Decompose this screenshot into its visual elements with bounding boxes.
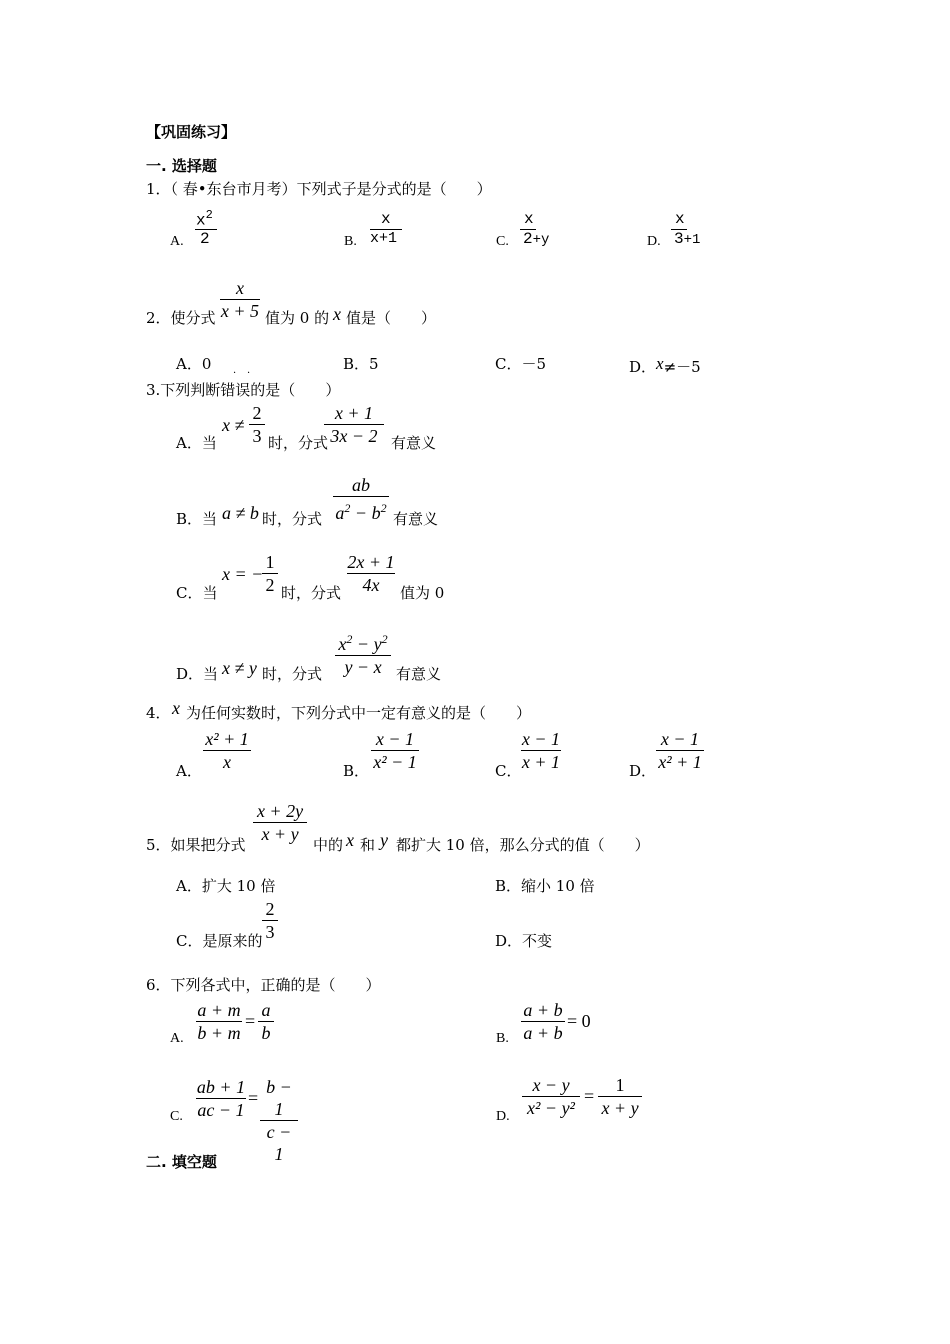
- q1-d-den: 3+1: [674, 230, 701, 248]
- q3-c-cond-den: 2: [265, 575, 275, 595]
- q3-a-num: x + 1: [334, 403, 374, 423]
- q6-a-n2: a: [261, 1000, 271, 1020]
- q4-b-label: B．: [343, 762, 370, 780]
- q4-b-den: x² − 1: [373, 752, 417, 772]
- q3-a-mid: 时，分式: [268, 434, 329, 452]
- q6-b-d1: a + b: [523, 1023, 563, 1043]
- q4-var: x: [172, 698, 180, 718]
- q1-c-den: 2+y: [523, 230, 550, 248]
- q3-c-mid: 时，分式: [281, 584, 342, 602]
- q4-b-num: x − 1: [375, 729, 415, 749]
- q4-a-label: A．: [176, 762, 202, 780]
- q6-d-d1: x² − y²: [527, 1098, 575, 1118]
- q5-mid2: 和: [360, 836, 376, 854]
- q2-option-b[interactable]: B．5: [343, 355, 379, 373]
- q1-d-num: x: [675, 210, 685, 228]
- q6-a-eq: =: [245, 1011, 256, 1031]
- q3-d-cond: x ≠ y: [222, 658, 257, 678]
- q1-a-num: $x^2$: [196, 208, 213, 230]
- q6-b-eq: = 0: [567, 1011, 591, 1031]
- q6-c-frac1: [196, 1076, 246, 1121]
- q3-c-num: 2x + 1: [347, 552, 395, 572]
- q5-c-den: 3: [265, 922, 275, 942]
- q3-a-tail: 有意义: [391, 434, 437, 452]
- q4-d-num: x − 1: [660, 729, 700, 749]
- q1-b-label: B.: [344, 234, 357, 249]
- q2-dot-mark-2: ·: [247, 368, 251, 379]
- q3-a-cond-frac: [249, 402, 265, 447]
- q6-d-n1: x − y: [532, 1075, 570, 1095]
- q2-option-c[interactable]: C．－5: [495, 355, 547, 373]
- q3-d-num: $x^2 - y^2$: [338, 632, 388, 654]
- q5-fraction: [253, 800, 307, 845]
- q3-b-mid: 时，分式: [262, 510, 323, 528]
- part1-title: 一. 选择题: [146, 157, 217, 175]
- q5-var1: x: [346, 830, 354, 850]
- q4-d-den: x² + 1: [658, 752, 702, 772]
- q2-fraction: [220, 277, 260, 322]
- q6-b-frac1: [521, 999, 565, 1044]
- q3-a-frac: [324, 402, 384, 447]
- q1-b-num: x: [381, 210, 391, 228]
- q3-c-cond: x = −: [222, 564, 264, 584]
- q4-c-num: x − 1: [521, 729, 561, 749]
- q3-d-den: y − x: [344, 657, 382, 677]
- q3-b-num: ab: [352, 475, 370, 495]
- q3-d-tail: 有意义: [396, 665, 442, 683]
- q3-a-cond: x ≠: [222, 415, 245, 435]
- q4-a-den: x: [223, 752, 231, 772]
- q1-c-num: x: [524, 210, 534, 228]
- q6-c-n1: ab + 1: [196, 1077, 246, 1097]
- q6-d-frac2: [598, 1074, 642, 1119]
- q5-suffix: 都扩大 10 倍，那么分式的值（ ）: [396, 836, 650, 854]
- q4-a-frac: [203, 728, 251, 773]
- q1-c-label: C.: [496, 234, 509, 249]
- q6-a-d2: b: [261, 1023, 271, 1043]
- q6-d-label: D.: [496, 1109, 510, 1124]
- q4-c-den: x + 1: [521, 752, 561, 772]
- q2-frac-den: x + 5: [220, 301, 260, 321]
- q6-d-d2: x + y: [601, 1098, 639, 1118]
- q5-option-b[interactable]: B．缩小 10 倍: [495, 877, 595, 895]
- q5-var2: y: [380, 830, 388, 850]
- q1-b-den: x+1: [370, 230, 398, 247]
- q3-a-den: 3x − 2: [330, 426, 378, 446]
- q6-d-frac1: [522, 1074, 580, 1119]
- q3-c-frac: [347, 551, 395, 596]
- section-title: 【巩固练习】: [146, 123, 237, 141]
- q4-d-label: D．: [629, 762, 657, 780]
- q3-a-label: A．当: [176, 434, 217, 452]
- q5-mid1: 中的: [313, 836, 344, 854]
- q2-option-d[interactable]: D．x≠－5: [629, 354, 701, 376]
- q1-d-label: D.: [647, 234, 661, 249]
- q5-c-frac: [262, 898, 278, 943]
- part2-title: 二. 填空题: [146, 1153, 217, 1171]
- q3-b-cond: a ≠ b: [222, 503, 259, 523]
- q6-c-frac2: [260, 1076, 298, 1165]
- q3-c-cond-num: 1: [265, 552, 275, 572]
- q6-a-frac2: [258, 999, 274, 1044]
- q3-c-label: C．当: [176, 584, 218, 602]
- q6-c-d1: ac − 1: [197, 1100, 245, 1120]
- q1-stem: 1．（ 春•东台市月考）下列式子是分式的是（ ）: [146, 180, 492, 198]
- q3-b-den: $a^2 - b^2$: [335, 501, 387, 523]
- q3-c-den: 4x: [362, 575, 380, 595]
- q2-var: x: [333, 304, 341, 324]
- q6-a-label: A.: [170, 1031, 184, 1046]
- q6-a-n1: a + m: [197, 1000, 241, 1020]
- q3-b-tail: 有意义: [393, 510, 439, 528]
- q5-prefix: 5．如果把分式: [146, 836, 246, 854]
- q6-d-n2: 1: [615, 1075, 625, 1095]
- q4-c-frac: [521, 728, 561, 773]
- q5-c-text: C．是原来的: [176, 932, 263, 950]
- q3-d-mid: 时，分式: [262, 665, 323, 683]
- q1-a-label: A.: [170, 234, 184, 249]
- q2-prefix: 2．使分式: [146, 309, 216, 327]
- q6-a-frac1: [196, 999, 242, 1044]
- q3-d-frac: [335, 628, 391, 678]
- q2-dot-mark: ·: [233, 368, 237, 379]
- q3-a-cond-num: 2: [252, 403, 262, 423]
- q3-c-cond-frac: [262, 551, 278, 596]
- q6-c-n2: b − 1: [266, 1077, 292, 1119]
- q4-prefix: 4．: [146, 704, 171, 722]
- q6-b-label: B.: [496, 1031, 509, 1046]
- q4-stem: 为任何实数时，下列分式中一定有意义的是（ ）: [186, 704, 532, 722]
- q6-a-d1: b + m: [197, 1023, 241, 1043]
- q4-a-num: x² + 1: [205, 729, 249, 749]
- q3-b-label: B．当: [176, 510, 218, 528]
- q4-b-frac: [371, 728, 419, 773]
- q4-c-label: C．: [495, 762, 522, 780]
- q6-c-eq: =: [248, 1088, 259, 1108]
- q6-c-label: C.: [170, 1109, 183, 1124]
- q1-a-den: 2: [200, 230, 210, 248]
- q2-option-a[interactable]: A．0: [176, 355, 212, 373]
- q6-stem: 6．下列各式中，正确的是（ ）: [146, 976, 381, 994]
- q5-frac-den: x + y: [261, 824, 299, 844]
- q5-option-a[interactable]: A．扩大 10 倍: [176, 877, 276, 895]
- q3-c-tail: 值为 0: [400, 584, 445, 602]
- q5-frac-num: x + 2y: [256, 801, 304, 821]
- q6-b-n1: a + b: [523, 1000, 563, 1020]
- q4-d-frac: [656, 728, 704, 773]
- q3-d-label: D．当: [176, 665, 219, 683]
- q5-option-d[interactable]: D．不变: [495, 932, 553, 950]
- q6-d-eq: =: [584, 1086, 595, 1106]
- q6-c-d2: c − 1: [266, 1122, 292, 1164]
- q2-suffix: 值是（ ）: [346, 309, 437, 327]
- q2-mid: 值为 0 的: [265, 309, 330, 327]
- q3-stem: 3.下列判断错误的是（ ）: [146, 381, 341, 399]
- q3-b-frac: [333, 474, 389, 524]
- q2-frac-num: x: [236, 278, 244, 298]
- q3-a-cond-den: 3: [252, 426, 262, 446]
- q5-c-num: 2: [265, 899, 275, 919]
